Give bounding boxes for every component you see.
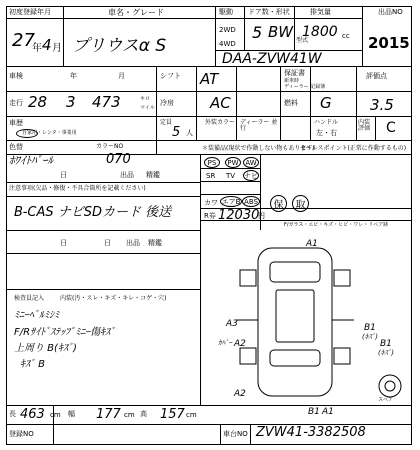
dealer-label: ディーラー 並行 — [240, 119, 278, 132]
notes-exhibit: 出品 — [126, 239, 140, 247]
height-label: 高 — [140, 410, 147, 418]
equip-sr: SR — [206, 172, 216, 180]
inspector-options: 内装(汚・スレ・キズ・キレ・コゲ・穴) — [60, 295, 167, 302]
drive-2wd-option: 2WD — [219, 26, 236, 34]
mark-kaba: ｶﾊﾞｰ — [218, 339, 232, 347]
lot-label: 出品NO — [378, 8, 403, 16]
km-unit: キロ — [140, 96, 151, 102]
length-label: 長 — [9, 410, 16, 418]
ac-label: 冷房 — [160, 99, 174, 107]
mark-a3: A3 — [226, 319, 238, 329]
notes-day-2: 日 — [104, 239, 111, 247]
shape-value: BW — [268, 23, 294, 41]
color-no-label: カラーNO — [96, 143, 124, 150]
color-change-label: 色替 — [9, 143, 23, 151]
usage-selected-circle — [16, 129, 38, 138]
mark-a2-bottom: A2 — [234, 389, 246, 399]
interior-value: C — [386, 120, 396, 136]
width-label: 幅 — [68, 410, 75, 418]
lot-number: 2015 — [368, 34, 410, 52]
height-value: 157 — [160, 407, 185, 422]
row6-day-unit: 日 — [60, 171, 67, 179]
shift-label: シフト — [160, 72, 181, 80]
reg-no-label: 登録NO — [9, 430, 34, 438]
options-line: F/ガラス・エビ・キズ・ヒビ・ワレ・リペア跡 — [284, 222, 389, 228]
recycle-unit: 円 — [258, 212, 265, 220]
fuel-value: G — [320, 94, 332, 112]
equip-ps: PS — [204, 157, 220, 168]
width-unit: cm — [124, 411, 135, 419]
sale-point-label: セールスポイント(正常に作動するもの) — [300, 145, 407, 152]
row6-inspection: 精鑑 — [146, 171, 160, 179]
inspector-note-1: ﾐﾆｰﾍﾞﾙﾐｼﾐ — [14, 310, 59, 321]
handle-value: 左・右 — [316, 129, 337, 137]
reg-year-unit: 年 — [32, 43, 42, 54]
equip-tv: TV — [226, 172, 236, 180]
doors-value: 5 — [252, 23, 263, 42]
notes-inspection: 精鑑 — [148, 239, 162, 247]
recycle-value: 12030 — [218, 208, 260, 223]
color-name-value: ﾎﾜｲﾄﾊﾟｰﾙ — [9, 154, 53, 167]
score-value: 3.5 — [370, 96, 394, 114]
drive-4wd-option: 4WD — [219, 40, 236, 48]
row6-exhibit: 出品 — [120, 171, 134, 179]
length-unit: cm — [50, 411, 61, 419]
equip-leather: カワ — [204, 199, 218, 207]
mark-b1-bottom: B1 — [308, 407, 320, 417]
inspector-label: 検査員記入 — [14, 295, 45, 302]
inspector-note-3: 上周り B(ｷｽﾞ) — [14, 343, 77, 354]
mileage-label: 走行 — [9, 99, 23, 107]
usage-options: 自家用・レンタ・事業用 — [22, 130, 77, 136]
model-value: DAA-ZVW41W — [222, 51, 322, 67]
color-no-value: 070 — [106, 152, 131, 167]
inspector-note-2: F/Rｻｲﾄﾞｽﾃｯﾌﾟﾐﾆｰ傷ｷｽﾞ — [14, 327, 116, 338]
reg-month-unit: 月 — [52, 43, 62, 54]
handle-label: ハンドル — [314, 119, 339, 126]
spare-label: スペア — [378, 397, 394, 403]
recycle-label: R券 — [204, 212, 216, 220]
car-name-value: プリウスα S — [72, 36, 167, 56]
chassis-label: 車台NO — [223, 430, 248, 438]
mark-b1-right2-sub: (ｷｽﾞ) — [378, 349, 394, 357]
chassis-value: ZVW41-3382508 — [256, 425, 366, 440]
inspection-month-unit: 月 — [118, 72, 125, 80]
capacity-value: 5 — [172, 125, 181, 140]
mileage-part-a: 28 — [28, 93, 48, 111]
mile-unit: マイル — [140, 105, 155, 111]
usage-label: 車歴 — [9, 119, 23, 127]
inspection-label: 車検 — [9, 72, 23, 80]
mark-b1-right2: B1 — [380, 339, 392, 349]
equip-airbag: エアB — [221, 197, 241, 206]
score-label: 評価点 — [366, 72, 387, 80]
cc-unit: cc — [342, 32, 350, 40]
special-mark-1: 保 — [270, 195, 287, 212]
warranty-sub1: 新車時 — [284, 78, 300, 84]
notes-text: B-CAS ナビSDカード 後送 — [14, 205, 172, 220]
ac-value: AC — [210, 94, 231, 112]
first-reg-label: 初度登録年月 — [9, 8, 51, 16]
mark-b1-right: B1 — [364, 323, 376, 333]
reg-month-value: 4 — [42, 36, 52, 54]
special-mark-2: 取 — [292, 195, 309, 212]
height-unit: cm — [186, 411, 197, 419]
length-value: 463 — [20, 407, 45, 422]
equip-abs: ABS — [242, 196, 260, 207]
shift-value: AT — [200, 70, 219, 88]
capacity-label: 定員 — [160, 119, 173, 126]
equipment-label: ＊装備品(現状で作動しない物もあります) — [202, 145, 315, 152]
exterior-color-label: 外装カラー — [205, 119, 236, 126]
name-grade-label: 車名・グレード — [108, 8, 164, 17]
mark-a2-door: A2 — [234, 339, 246, 349]
model-label: 型式 — [296, 37, 309, 44]
person-unit: 人 — [186, 129, 193, 137]
mileage-part-b: 3 — [66, 93, 76, 111]
reg-year-value: 27 — [12, 30, 35, 51]
mark-a1-bottom: A1 — [322, 407, 334, 417]
notes-day-1: 日 — [60, 239, 67, 247]
doors-shape-label: ドア数・形状 — [248, 8, 290, 16]
equip-navi: ナビ — [244, 171, 258, 180]
equip-pw: PW — [225, 157, 241, 168]
inspector-note-4: ｷｽﾞ B — [20, 359, 46, 370]
fuel-label: 燃料 — [284, 99, 298, 107]
inspection-year-unit: 年 — [70, 72, 77, 80]
mileage-part-c: 473 — [92, 93, 121, 111]
mark-a1-top: A1 — [306, 239, 318, 249]
warranty-label: 保証書 — [284, 69, 305, 77]
displacement-label: 排気量 — [310, 8, 331, 16]
displacement-value: 1800 — [302, 24, 338, 40]
equip-aw: AW — [243, 157, 259, 168]
notes-label: 注意事項(欠品・修復・不具合箇所を記載ください) — [9, 185, 146, 192]
interior-label: 内装評価 — [358, 119, 371, 132]
drive-label: 駆動 — [219, 8, 233, 16]
warranty-sub2: ディーラー 記録簿 — [284, 84, 326, 90]
mark-b1-right-sub: (ｷｽﾞ) — [362, 333, 378, 341]
width-value: 177 — [96, 407, 121, 422]
